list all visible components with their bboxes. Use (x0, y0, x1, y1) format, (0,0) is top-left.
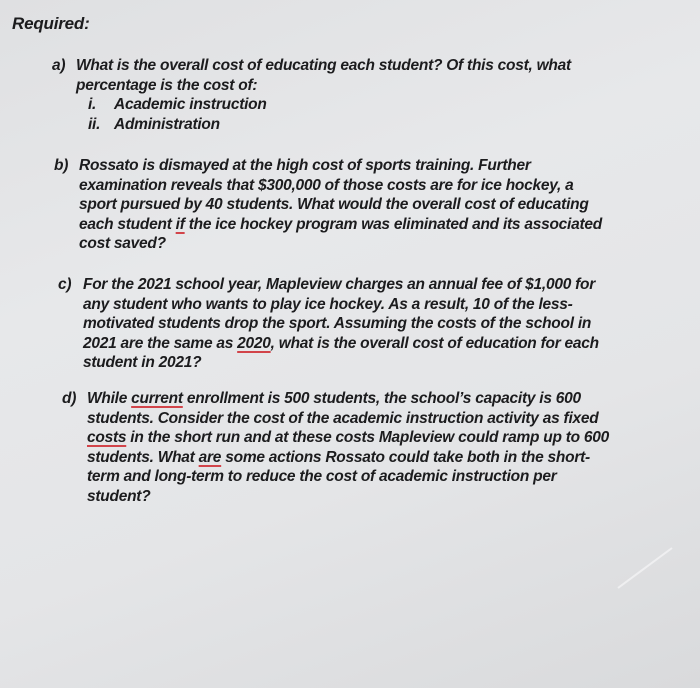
question-text-line: percentage is the cost of: (76, 76, 258, 94)
question-text-line: sport pursued by 40 students. What would the overall cost of educating (79, 196, 589, 213)
question-text-line: each student if the ice hockey program was eliminated and its associated (79, 215, 602, 233)
question-text-line: students. Consider the cost of the academic instruction activity as fixed (87, 409, 599, 427)
spellcheck-underline: current (131, 390, 183, 407)
subitem-number: i. (88, 96, 97, 113)
question-text-line: term and long-term to reduce the cost of academic instruction per (87, 468, 557, 485)
spellcheck-underline: if (175, 215, 185, 233)
subitem-academic-instruction (88, 95, 571, 115)
question-text-line: students. What are some actions Rossato could take both in the short- (87, 448, 590, 466)
spellcheck-underline: costs (87, 429, 127, 446)
spellcheck-underline: 2020 (237, 334, 271, 352)
question-text-line: While current enrollment is 500 students, the school’s capacity is 600 (87, 390, 581, 407)
question-text-line: For the 2021 school year, Mapleview charges an annual fee of $1,000 for (83, 276, 596, 293)
question-text-line: 2021 are the same as 2020, what is the overall cost of education for each (83, 334, 599, 352)
question-b (54, 156, 602, 254)
subitem-number: ii. (88, 115, 101, 133)
spellcheck-underline: are (198, 448, 222, 466)
question-label: a) (52, 57, 66, 74)
question-text-line: examination reveals that $300,000 of those costs are for ice hockey, a (79, 176, 574, 194)
question-label: b) (54, 157, 69, 174)
question-text-line: any student who wants to play ice hockey. As a result, 10 of the less- (83, 295, 573, 313)
question-text-line: costs in the short run and at these costs Mapleview could ramp up to 600 (87, 429, 610, 446)
question-text-line: student? (87, 487, 151, 505)
required-heading: Required: (12, 14, 90, 33)
question-text-line: What is the overall cost of educating each student? Of this cost, what (76, 57, 571, 74)
question-text-line: cost saved? (79, 235, 166, 252)
question-text-line: motivated students drop the sport. Assuming the costs of the school in (83, 315, 592, 332)
subitem-administration (88, 115, 571, 135)
question-text-line: student in 2021? (83, 354, 202, 371)
question-d (62, 389, 609, 506)
question-label: c) (58, 276, 72, 293)
subitem-text: Academic instruction (114, 96, 267, 113)
question-label: d) (62, 390, 77, 407)
question-a (52, 56, 571, 134)
subitem-text: Administration (114, 115, 220, 133)
question-c (58, 275, 599, 373)
question-text-line: Rossato is dismayed at the high cost of sports training. Further (79, 157, 531, 174)
